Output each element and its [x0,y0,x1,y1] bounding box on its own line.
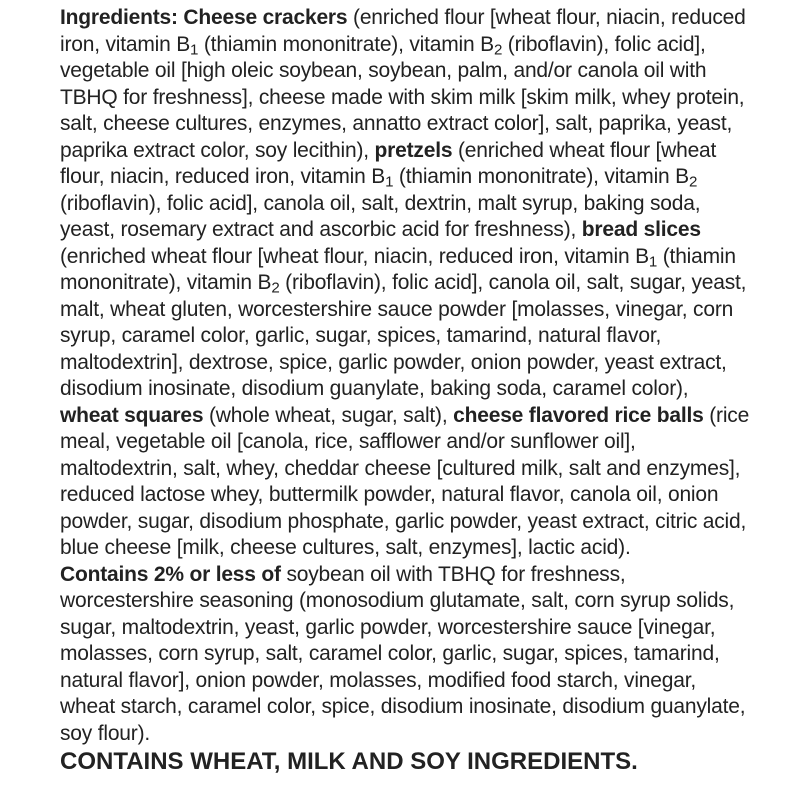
cheese-crackers-text: (enriched flour [wheat flour, niacin, reduced iron, vitamin B [60,6,746,56]
ingredients-paragraph [60,5,750,562]
subscript-2: 2 [271,279,280,297]
cheese-crackers-text: (riboflavin), folic acid], vegetable oil [high oleic soybean, soybean, palm, and/or canola oil with TBHQ for freshness], cheese made with skim milk [skim milk, whey protein, salt, cheese cultures, enzymes, annatto extract color], salt, paprika, yeast, paprika extract color, soy lecithin), [60,32,745,162]
ingredient-label [60,5,750,777]
pretzels-name: pretzels [374,138,453,162]
subscript-1: 1 [385,173,394,191]
bread-slices-text: (riboflavin), folic acid], canola oil, salt, sugar, yeast, malt, wheat gluten, worcestershire sauce powder [molasses, vinegar, corn syrup, caramel color, garlic, sugar, spices, tamarind, natural flavor, maltodextrin], dextrose, spice, garlic powder, onion powder, yeast extract, disodium inosinate, disodium guanylate, baking soda, caramel color), [60,271,747,400]
rice-balls-name: cheese flavored rice balls [453,403,704,427]
ingredients-heading: Ingredients: [60,6,178,29]
pretzels-text: (riboflavin), folic acid], canola oil, salt, dextrin, malt syrup, baking soda, yeast, rosemary extract and ascorbic acid for freshness), [60,191,701,241]
cheese-crackers-text: (thiamin mononitrate), vitamin B [203,32,494,56]
bread-slices-text: (thiamin mononitrate), vitamin B [60,244,736,294]
cheese-crackers-name: Cheese crackers [183,6,348,29]
pretzels-text: (thiamin mononitrate), vitamin B [398,165,689,188]
subscript-1: 1 [190,40,199,58]
subscript-2: 2 [493,40,503,58]
subscript-1: 1 [648,252,658,270]
wheat-squares-name: wheat squares [60,403,204,427]
pretzels-text: (enriched wheat flour [wheat flour, niacin, reduced iron, vitamin B [60,138,717,188]
subscript-2: 2 [688,173,698,191]
contains-less-heading: Contains 2% or less of [60,562,281,586]
rice-balls-text: (rice meal, vegetable oil [canola, rice, safflower and/or sunflower oil], maltodextrin, salt, whey, cheddar cheese [cultured milk, salt and enzymes], reduced lactose whey, buttermilk powder, natural flavor, canola oil, onion powder, sugar, disodium phosphate, garlic powder, yeast extract, citric acid, blue cheese [milk, cheese cultures, salt, enzymes], lactic acid). [60,403,750,559]
bread-slices-name: bread slices [581,218,701,241]
wheat-squares-text: (whole wheat, sugar, salt), [208,403,448,427]
contains-less-paragraph [60,562,750,748]
contains-less-text: soybean oil with TBHQ for freshness, worcestershire seasoning (monosodium glutamate, salt, corn syrup solids, sugar, maltodextrin, yeast, garlic powder, worcestershire sauce [vinegar, molasses, corn syrup, salt, caramel color, garlic, sugar, spices, tamarind, natural flavor], onion powder, molasses, modified food starch, vinegar, wheat starch, caramel color, spice, disodium inosinate, disodium guanylate, soy flour). [60,562,746,745]
bread-slices-text: (enriched wheat flour [wheat flour, niacin, reduced iron, vitamin B [60,244,649,268]
allergen-statement: CONTAINS WHEAT, MILK AND SOY INGREDIENTS. [60,748,638,775]
